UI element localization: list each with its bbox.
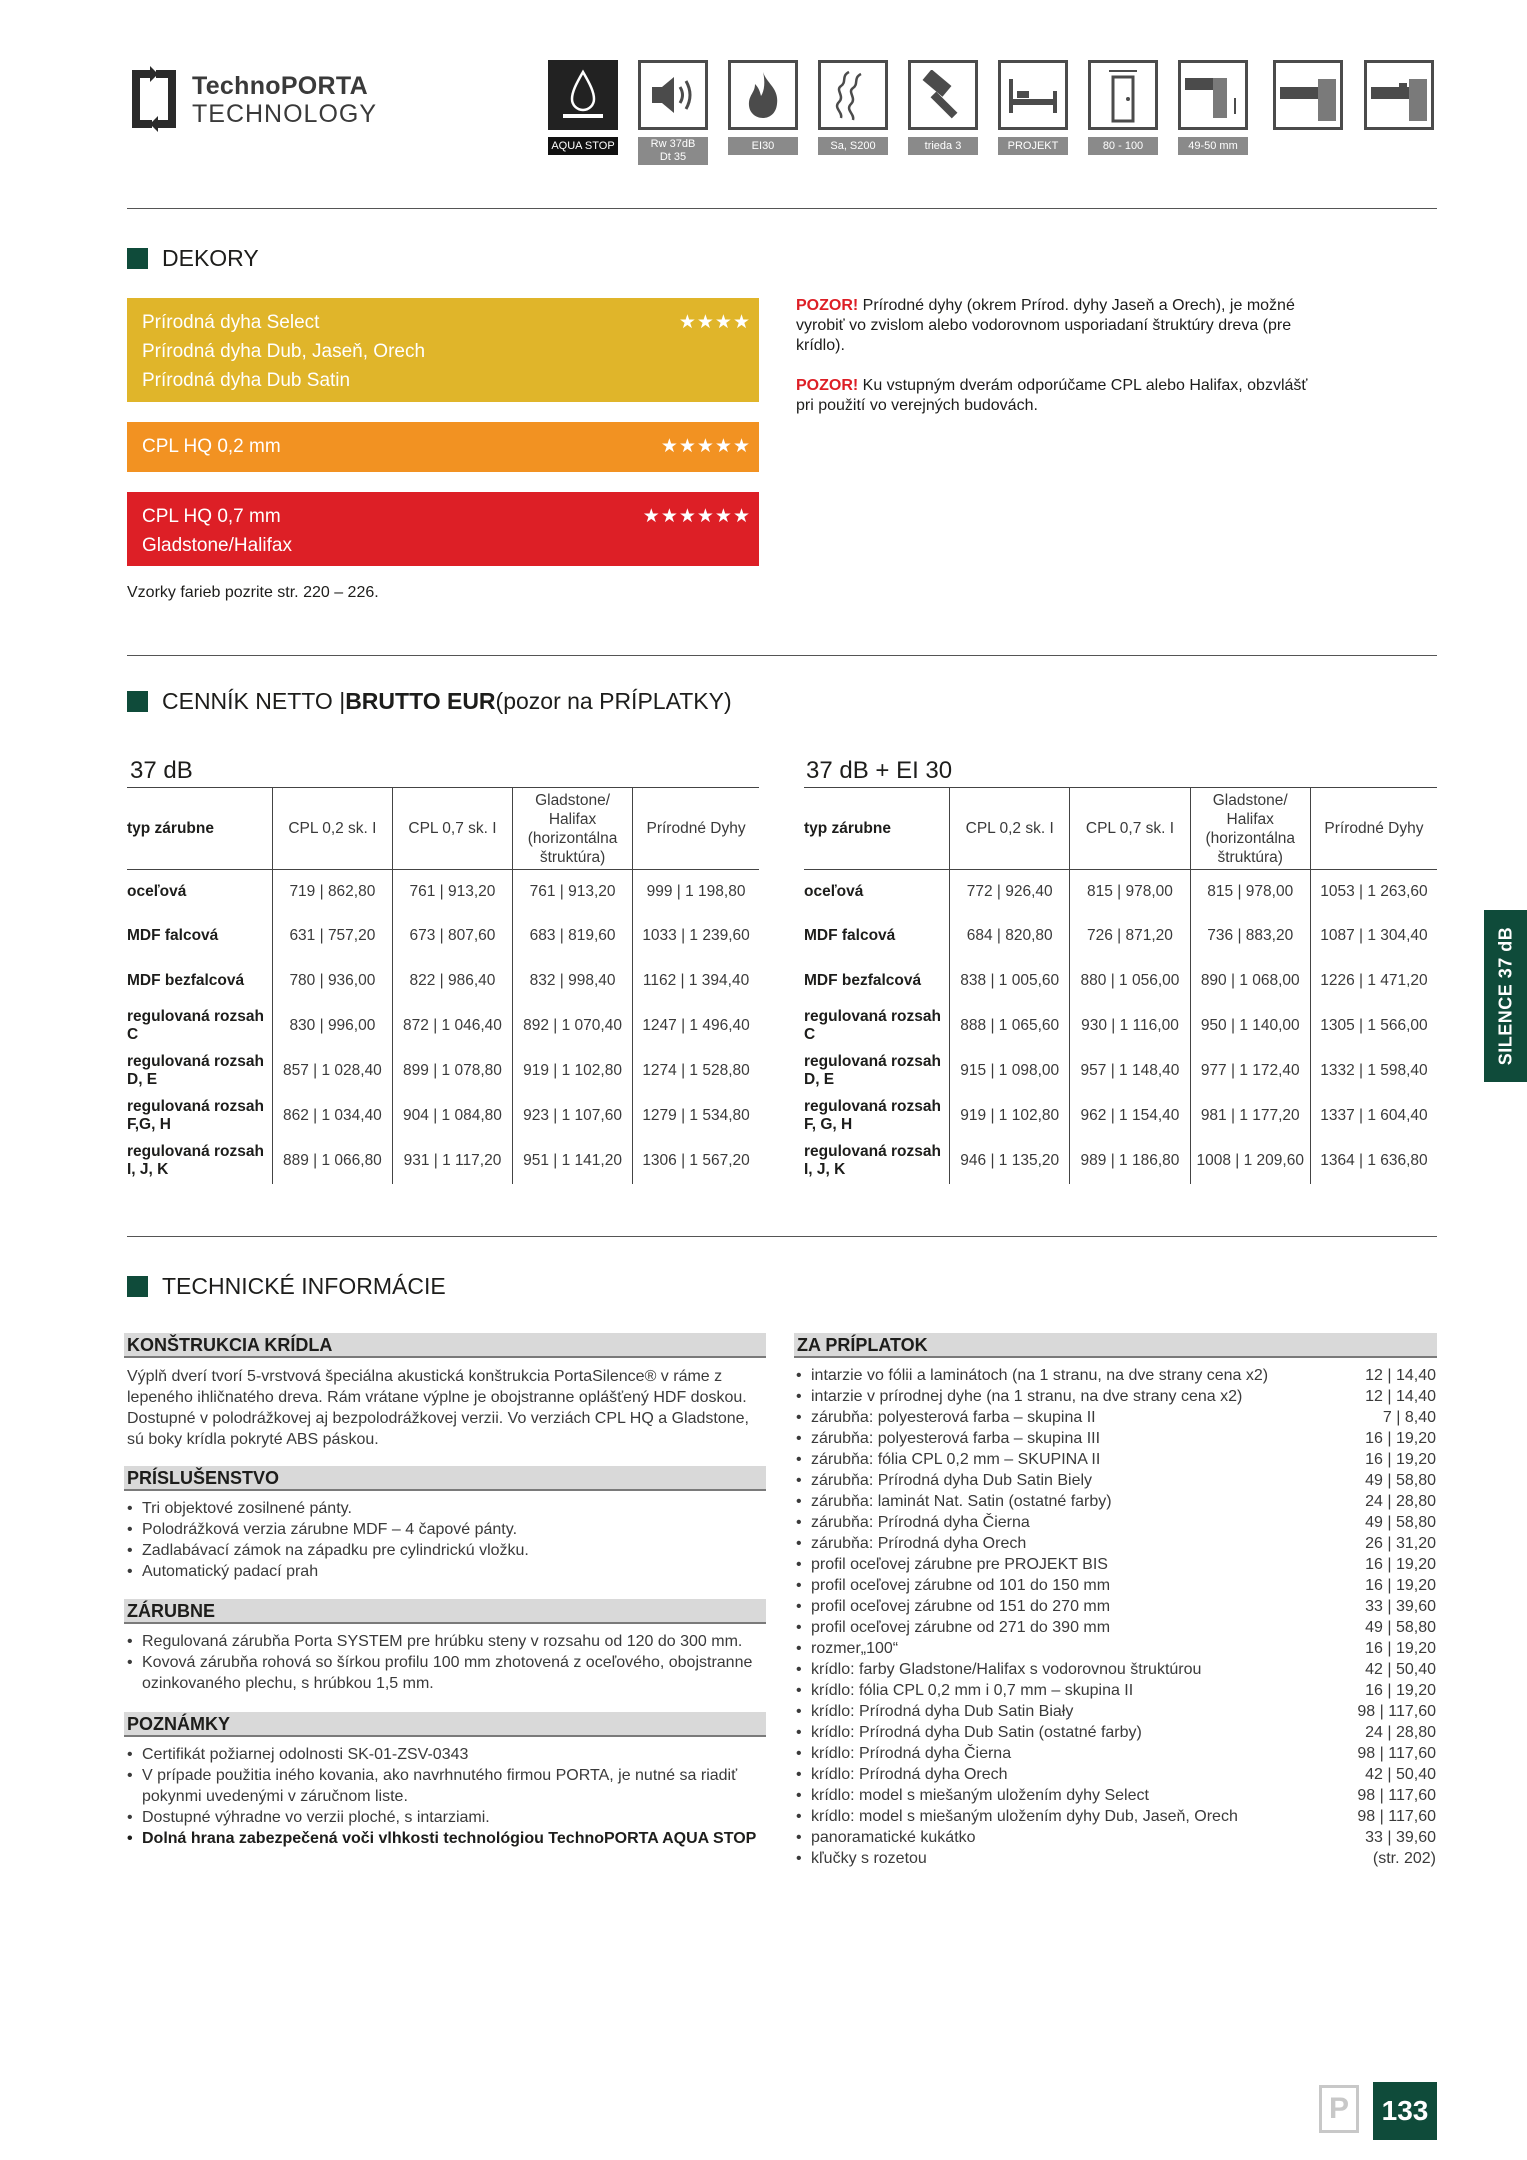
warning-note-1: POZOR! Prírodné dyhy (okrem Prírod. dyhy Jaseň a Orech), je možné vyrobiť vo zvislom alebo vodorovnom usporiadaní štruktúry dreva (pre krídlo). <box>796 297 1295 354</box>
list-item: • Automatický padací prah <box>127 1561 763 1582</box>
frame-depth-icon <box>1178 60 1248 130</box>
table-row <box>127 870 759 914</box>
column-header: typ zárubne <box>127 788 272 870</box>
surcharge-price: 16 | 19,20 <box>1365 1430 1436 1447</box>
table-row <box>804 870 1437 914</box>
surcharge-item <box>796 1512 1436 1533</box>
frame-type-cell: regulovaná rozsah D, E <box>804 1053 941 1088</box>
surcharge-item <box>796 1764 1436 1785</box>
section-marker <box>127 691 148 712</box>
column-header: Gladstone/ Halifax (horizontálna štruktúra) <box>513 788 633 870</box>
frame-type-cell: MDF bezfalcová <box>127 972 245 989</box>
price-cell: 919 | 1 102,80 <box>950 1094 1070 1139</box>
table-row <box>804 1094 1437 1139</box>
price-cell: 904 | 1 084,80 <box>392 1094 512 1139</box>
price-cell: 981 | 1 177,20 <box>1190 1094 1310 1139</box>
surcharge-price: 24 | 28,80 <box>1365 1493 1436 1510</box>
frame-type-cell: regulovaná rozsah D, E <box>127 1053 264 1088</box>
price-cell: 683 | 819,60 <box>513 914 633 959</box>
price-cell: 857 | 1 028,40 <box>272 1049 392 1094</box>
divider <box>127 1236 1437 1237</box>
price-cell: 915 | 1 098,00 <box>950 1049 1070 1094</box>
surcharge-price: 16 | 19,20 <box>1365 1577 1436 1594</box>
flame-icon <box>728 60 798 130</box>
decor-box-veneer <box>127 298 759 402</box>
frames-list <box>127 1631 763 1694</box>
price-list-title: CENNÍK NETTO | BRUTTO EUR (pozor na PRÍPLATKY) <box>127 688 732 715</box>
price-cell: 872 | 1 046,40 <box>392 1004 512 1049</box>
surcharge-label: • profil oceľovej zárubne od 101 do 150 mm <box>811 1577 1111 1594</box>
surcharge-price: 26 | 31,20 <box>1365 1535 1436 1552</box>
price-cell: 1305 | 1 566,00 <box>1310 1004 1437 1049</box>
table-row <box>804 914 1437 959</box>
price-cell: 880 | 1 056,00 <box>1070 959 1190 1004</box>
price-cell: 1008 | 1 209,60 <box>1190 1139 1310 1184</box>
logo-bracket-icon <box>124 64 184 134</box>
divider <box>127 208 1437 209</box>
price-cell: 919 | 1 102,80 <box>513 1049 633 1094</box>
price-cell: 1033 | 1 239,60 <box>633 914 759 959</box>
aqua-stop-label: AQUA STOP <box>548 137 618 155</box>
price-cell: 1332 | 1 598,40 <box>1310 1049 1437 1094</box>
construction-heading: KONŠTRUKCIA KRÍDLA <box>124 1333 766 1358</box>
frame-type-cell: regulovaná rozsah I, J, K <box>804 1143 941 1178</box>
frame-type-cell: regulovaná rozsah F,G, H <box>127 1098 264 1133</box>
table-row <box>127 1004 759 1049</box>
price-cell: 673 | 807,60 <box>392 914 512 959</box>
surcharge-label: • profil oceľovej zárubne od 151 do 270 mm <box>811 1598 1111 1615</box>
dekory-title: DEKORY <box>127 245 259 272</box>
surcharge-label: • rozmer„100“ <box>811 1640 899 1657</box>
surcharge-item <box>796 1701 1436 1722</box>
surcharge-label: • zárubňa: polyesterová farba – skupina II <box>811 1409 1096 1426</box>
price-cell: 977 | 1 172,40 <box>1190 1049 1310 1094</box>
smoke-icon <box>818 60 888 130</box>
surcharge-price: 42 | 50,40 <box>1365 1766 1436 1783</box>
frame-type-cell: MDF falcová <box>804 927 896 944</box>
frame-type-cell: regulovaná rozsah C <box>127 1008 264 1043</box>
frame-profile-icon-2 <box>1364 60 1434 130</box>
price-cell: 830 | 996,00 <box>272 1004 392 1049</box>
price-cell: 736 | 883,20 <box>1190 914 1310 959</box>
frames-heading: ZÁRUBNE <box>124 1599 766 1624</box>
price-cell: 962 | 1 154,40 <box>1070 1094 1190 1139</box>
surcharge-item <box>796 1470 1436 1491</box>
price-cell: 1306 | 1 567,20 <box>633 1139 759 1184</box>
surcharge-price: 33 | 39,60 <box>1365 1829 1436 1846</box>
surcharge-label: • zárubňa: laminát Nat. Satin (ostatné farby) <box>811 1493 1112 1510</box>
surcharge-price: 12 | 14,40 <box>1365 1367 1436 1384</box>
price-cell: 1247 | 1 496,40 <box>633 1004 759 1049</box>
surcharge-item <box>796 1806 1436 1827</box>
frame-profile-icon-1 <box>1273 60 1343 130</box>
surcharge-label: • zárubňa: Prírodná dyha Čierna <box>811 1514 1030 1531</box>
frame-type-cell: regulovaná rozsah I, J, K <box>127 1143 264 1178</box>
price-cell: 815 | 978,00 <box>1190 870 1310 914</box>
price-cell: 631 | 757,20 <box>272 914 392 959</box>
price-cell: 1162 | 1 394,40 <box>633 959 759 1004</box>
price-cell: 930 | 1 116,00 <box>1070 1004 1190 1049</box>
surcharge-item <box>796 1575 1436 1596</box>
surcharge-label: • krídlo: Prírodná dyha Dub Satin (ostatné farby) <box>811 1724 1142 1741</box>
side-tab <box>1484 910 1527 1082</box>
surcharge-list <box>796 1365 1436 1869</box>
surcharge-label: • profil oceľovej zárubne od 271 do 390 mm <box>811 1619 1111 1636</box>
price-cell: 888 | 1 065,60 <box>950 1004 1070 1049</box>
price-cell: 1337 | 1 604,40 <box>1310 1094 1437 1139</box>
surcharge-item <box>796 1407 1436 1428</box>
surcharge-item <box>796 1386 1436 1407</box>
logo-subtitle: TECHNOLOGY <box>192 100 378 128</box>
list-item: • Regulovaná zárubňa Porta SYSTEM pre hrúbku steny v rozsahu od 120 do 300 mm. <box>127 1631 763 1652</box>
price-cell: 761 | 913,20 <box>513 870 633 914</box>
surcharge-label: • krídlo: farby Gladstone/Halifax s vodorovnou štruktúrou <box>811 1661 1202 1678</box>
column-header: Gladstone/ Halifax (horizontálna štruktúra) <box>1190 788 1310 870</box>
construction-text: Výplň dverí tvorí 5-vrstvová špeciálna akustická konštrukcia PortaSilence® v ráme z lepeného ihličnatého dreva. Rám vrátane výplne je obojstranne oplášťený HDF doskou. Dostupné v polodrážkovej aj bezpolodrážkovej verzii. Vo verziách CPL HQ a Gladstone, sú boky krídla pokryté ABS páskou. <box>127 1368 749 1448</box>
accessories-heading: PRÍSLUŠENSTVO <box>124 1466 766 1491</box>
side-tab-label: SILENCE 37 dB <box>1495 926 1515 1066</box>
color-samples-note: Vzorky farieb pozrite str. 220 – 226. <box>127 584 379 601</box>
section-marker <box>127 1276 148 1297</box>
column-header: Prírodné Dyhy <box>1310 788 1437 870</box>
price-cell: 780 | 936,00 <box>272 959 392 1004</box>
decor-line: Prírodná dyha Select <box>142 312 320 333</box>
bed-icon <box>998 60 1068 130</box>
list-item: • Polodrážková verzia zárubne MDF – 4 čapové pánty. <box>127 1519 763 1540</box>
hammer-icon <box>908 60 978 130</box>
frame-type-cell: regulovaná rozsah C <box>804 1008 941 1043</box>
surcharge-price: 16 | 19,20 <box>1365 1451 1436 1468</box>
surcharge-price: 42 | 50,40 <box>1365 1661 1436 1678</box>
accessories-list <box>127 1498 763 1582</box>
surcharge-label: • krídlo: fólia CPL 0,2 mm i 0,7 mm – skupina II <box>811 1682 1134 1699</box>
price-cell: 1226 | 1 471,20 <box>1310 959 1437 1004</box>
decor-line: Prírodná dyha Dub Satin <box>142 370 351 391</box>
frame-type-cell: regulovaná rozsah F, G, H <box>804 1098 941 1133</box>
surcharge-item <box>796 1617 1436 1638</box>
column-header: CPL 0,7 sk. I <box>392 788 512 870</box>
surcharge-price: 98 | 117,60 <box>1357 1703 1436 1720</box>
price-cell: 726 | 871,20 <box>1070 914 1190 959</box>
surcharge-price: 16 | 19,20 <box>1365 1682 1436 1699</box>
decor-line: CPL HQ 0,2 mm <box>142 436 281 457</box>
surcharge-item <box>796 1722 1436 1743</box>
price-cell: 951 | 1 141,20 <box>513 1139 633 1184</box>
projekt-label: PROJEKT <box>998 137 1068 155</box>
ei30-label: EI30 <box>728 137 798 155</box>
surcharge-item <box>796 1848 1436 1869</box>
surcharge-label: • panoramatické kukátko <box>811 1829 976 1846</box>
surcharge-item <box>796 1827 1436 1848</box>
notes-heading: POZNÁMKY <box>124 1712 766 1737</box>
surcharge-item <box>796 1638 1436 1659</box>
decor-line: CPL HQ 0,7 mm <box>142 506 281 527</box>
surcharge-item <box>796 1659 1436 1680</box>
section-marker <box>127 248 148 269</box>
table-row <box>127 1094 759 1139</box>
surcharge-label: • krídlo: Prírodná dyha Dub Satin Biały <box>811 1703 1074 1720</box>
frame-type-cell: MDF falcová <box>127 927 219 944</box>
surcharge-price: 12 | 14,40 <box>1365 1388 1436 1405</box>
surcharge-label: • zárubňa: fólia CPL 0,2 mm – SKUPINA II <box>811 1451 1101 1468</box>
surcharge-price: 16 | 19,20 <box>1365 1640 1436 1657</box>
price-cell: 832 | 998,40 <box>513 959 633 1004</box>
table-row <box>804 1049 1437 1094</box>
surcharge-item <box>796 1785 1436 1806</box>
rating-stars: ★★★★ <box>678 312 751 333</box>
security-class-label: trieda 3 <box>908 137 978 155</box>
surcharge-item <box>796 1554 1436 1575</box>
price-cell: 772 | 926,40 <box>950 870 1070 914</box>
price-cell: 931 | 1 117,20 <box>392 1139 512 1184</box>
price-cell: 815 | 978,00 <box>1070 870 1190 914</box>
price-cell: 923 | 1 107,60 <box>513 1094 633 1139</box>
surcharge-label: • krídlo: Prírodná dyha Čierna <box>811 1745 1012 1762</box>
frame-type-cell: oceľová <box>127 882 187 900</box>
surcharge-item <box>796 1491 1436 1512</box>
price-table-37db <box>127 787 759 1184</box>
surcharge-item <box>796 1428 1436 1449</box>
table-title-37db: 37 dB <box>130 757 193 784</box>
decor-line: Gladstone/Halifax <box>142 535 292 556</box>
surcharge-label: • zárubňa: polyesterová farba – skupina III <box>811 1430 1101 1447</box>
price-cell: 1087 | 1 304,40 <box>1310 914 1437 959</box>
list-item-bold: • Dolná hrana zabezpečená voči vlhkosti technológiou TechnoPORTA AQUA STOP <box>127 1828 763 1849</box>
door-width-label: 80 - 100 <box>1088 137 1158 155</box>
smoke-class-label: Sa, S200 <box>818 137 888 155</box>
surcharge-label: • intarzie vo fólii a laminátoch (na 1 stranu, na dve strany cena x2) <box>811 1367 1269 1384</box>
price-cell: 950 | 1 140,00 <box>1190 1004 1310 1049</box>
price-cell: 999 | 1 198,80 <box>633 870 759 914</box>
price-cell: 890 | 1 068,00 <box>1190 959 1310 1004</box>
surcharge-label: • kľučky s rozetou <box>811 1850 927 1867</box>
porta-p-icon: P <box>1319 2085 1359 2133</box>
column-header: Prírodné Dyhy <box>633 788 759 870</box>
surcharge-price: 98 | 117,60 <box>1357 1808 1436 1825</box>
price-cell: 684 | 820,80 <box>950 914 1070 959</box>
notes-list <box>127 1744 763 1849</box>
water-drop-icon <box>548 60 618 130</box>
surcharge-price: 98 | 117,60 <box>1357 1745 1436 1762</box>
surcharge-price: 16 | 19,20 <box>1365 1556 1436 1573</box>
surcharge-price: 49 | 58,80 <box>1365 1619 1436 1636</box>
column-header: CPL 0,2 sk. I <box>272 788 392 870</box>
surcharge-item <box>796 1680 1436 1701</box>
price-table-37db-ei30 <box>804 787 1437 1184</box>
surcharge-item <box>796 1449 1436 1470</box>
price-cell: 889 | 1 066,80 <box>272 1139 392 1184</box>
price-cell: 892 | 1 070,40 <box>513 1004 633 1049</box>
column-header: typ zárubne <box>804 788 950 870</box>
table-row <box>804 1139 1437 1184</box>
surcharge-label: • krídlo: Prírodná dyha Orech <box>811 1766 1008 1783</box>
decor-box-cpl07 <box>127 492 759 566</box>
column-header: CPL 0,2 sk. I <box>950 788 1070 870</box>
price-cell: 1274 | 1 528,80 <box>633 1049 759 1094</box>
frame-type-cell: MDF bezfalcová <box>804 972 922 989</box>
surcharge-item <box>796 1533 1436 1554</box>
column-header: CPL 0,7 sk. I <box>1070 788 1190 870</box>
frame-type-cell: oceľová <box>804 882 864 900</box>
logo-title: TechnoPORTA <box>192 72 368 100</box>
table-row <box>804 959 1437 1004</box>
tech-info-title: TECHNICKÉ INFORMÁCIE <box>127 1273 446 1300</box>
surcharge-price: 49 | 58,80 <box>1365 1472 1436 1489</box>
price-cell: 989 | 1 186,80 <box>1070 1139 1190 1184</box>
door-width-icon <box>1088 60 1158 130</box>
surcharge-label: • zárubňa: Prírodná dyha Orech <box>811 1535 1027 1552</box>
surcharge-price: 33 | 39,60 <box>1365 1598 1436 1615</box>
price-cell: 1279 | 1 534,80 <box>633 1094 759 1139</box>
price-cell: 1364 | 1 636,80 <box>1310 1139 1437 1184</box>
surcharge-label: • profil oceľovej zárubne pre PROJEKT BIS <box>811 1556 1108 1573</box>
price-cell: 957 | 1 148,40 <box>1070 1049 1190 1094</box>
table-row <box>127 1139 759 1184</box>
price-cell: 761 | 913,20 <box>392 870 512 914</box>
surcharge-price: 98 | 117,60 <box>1357 1787 1436 1804</box>
list-item: • Kovová zárubňa rohová so šírkou profilu 100 mm zhotovená z oceľového, obojstranne ozinkovaného plechu, s hrúbkou 1,5 mm. <box>127 1652 763 1694</box>
rating-stars: ★★★★★ <box>660 436 751 457</box>
list-item: • Tri objektové zosilnené pánty. <box>127 1498 763 1519</box>
frame-depth-label: 49-50 mm <box>1178 137 1248 155</box>
surcharge-label: • zárubňa: Prírodná dyha Dub Satin Biely <box>811 1472 1093 1489</box>
price-cell: 838 | 1 005,60 <box>950 959 1070 1004</box>
rw-label: Rw 37dB Dt 35 <box>638 137 708 165</box>
price-cell: 822 | 986,40 <box>392 959 512 1004</box>
surcharge-label: • krídlo: model s miešaným uložením dyhy Select <box>811 1787 1149 1804</box>
surcharge-item <box>796 1596 1436 1617</box>
table-row <box>804 1004 1437 1049</box>
list-item: • Dostupné výhradne vo verzii ploché, s intarziami. <box>127 1807 763 1828</box>
technoporta-logo <box>124 64 384 134</box>
table-row <box>127 959 759 1004</box>
decor-line: Prírodná dyha Dub, Jaseň, Orech <box>142 341 426 362</box>
surcharge-price: 7 | 8,40 <box>1382 1409 1436 1426</box>
price-cell: 899 | 1 078,80 <box>392 1049 512 1094</box>
price-cell: 1053 | 1 263,60 <box>1310 870 1437 914</box>
divider <box>127 655 1437 656</box>
surcharge-label: • krídlo: model s miešaným uložením dyhy Dub, Jaseň, Orech <box>811 1808 1238 1825</box>
list-item: • V prípade použitia iného kovania, ako navrhnutého firmou PORTA, je nutné sa riadiť pokynmi uvedenými v záručnom liste. <box>127 1765 763 1807</box>
list-item: • Zadlabávací zámok na západku pre cylindrickú vložku. <box>127 1540 763 1561</box>
page-number: 133 <box>1373 2082 1437 2140</box>
rating-stars: ★★★★★★ <box>642 506 751 527</box>
table-title-37db-ei30: 37 dB + EI 30 <box>806 757 953 784</box>
surcharge-price: 49 | 58,80 <box>1365 1514 1436 1531</box>
surcharge-label: • intarzie v prírodnej dyhe (na 1 stranu, na dve strany cena x2) <box>811 1388 1243 1405</box>
table-row <box>127 914 759 959</box>
list-item: • Certifikát požiarnej odolnosti SK-01-ZSV-0343 <box>127 1744 763 1765</box>
price-cell: 719 | 862,80 <box>272 870 392 914</box>
price-cell: 862 | 1 034,40 <box>272 1094 392 1139</box>
table-row <box>127 1049 759 1094</box>
surcharge-item <box>796 1743 1436 1764</box>
surcharge-heading: ZA PRÍPLATOK <box>794 1333 1437 1358</box>
decor-box-cpl02 <box>127 422 759 472</box>
surcharge-price: (str. 202) <box>1372 1850 1436 1867</box>
price-cell: 946 | 1 135,20 <box>950 1139 1070 1184</box>
speaker-icon <box>638 60 708 130</box>
surcharge-item <box>796 1365 1436 1386</box>
warning-note-2: POZOR! Ku vstupným dverám odporúčame CPL alebo Halifax, obzvlášť pri použití vo verejných budovách. <box>796 377 1308 414</box>
surcharge-price: 24 | 28,80 <box>1365 1724 1436 1741</box>
